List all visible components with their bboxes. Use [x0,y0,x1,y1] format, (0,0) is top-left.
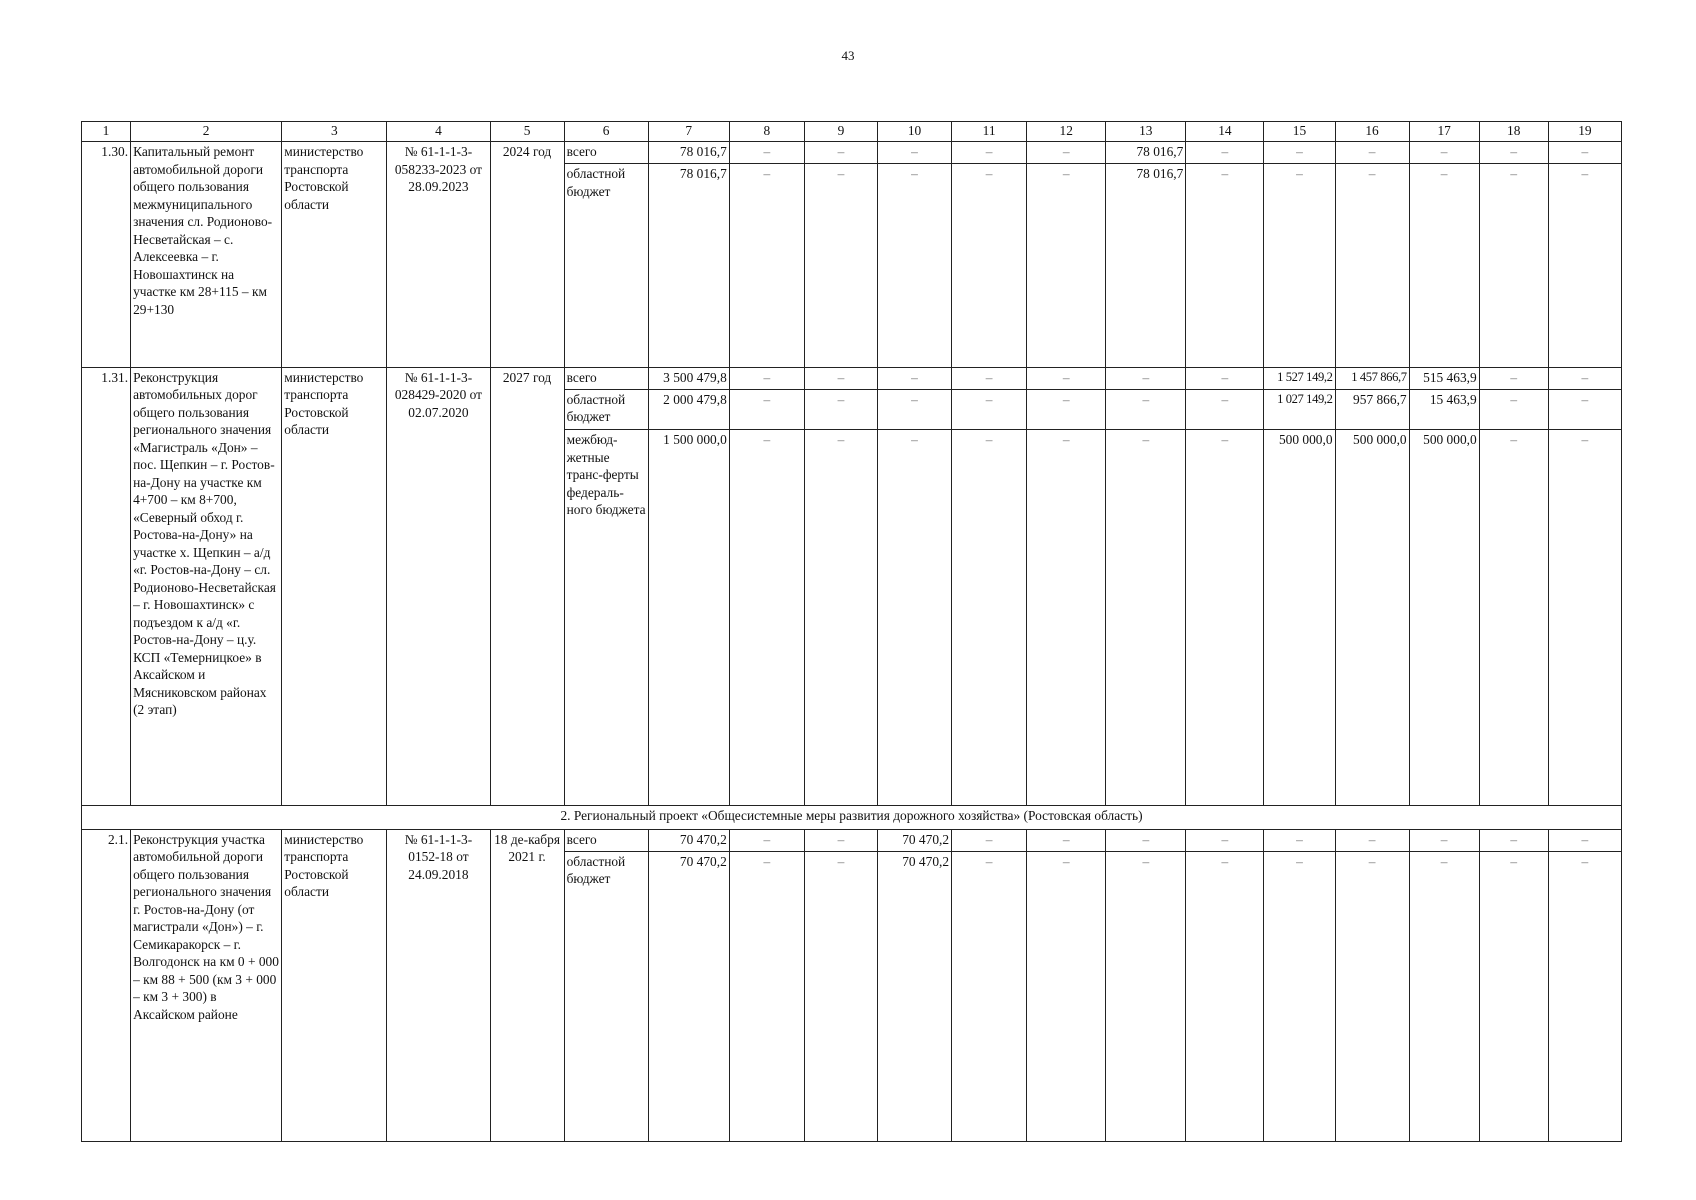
doc-number: № 61-1-1-3-028429-2020 от 02.07.2020 [387,367,490,806]
value-cell: 78 016,7 [1106,164,1186,367]
empty-cell: – [729,142,804,164]
header-cell: 17 [1409,122,1479,142]
deadline: 2024 год [490,142,564,367]
row-number: 2.1. [82,829,131,1141]
object-name: Реконструкция автомобильных дорог общего пользования регионального значения «Магистраль «Дон» – пос. Щепкин – г. Ростов-на-Дону на участке км 4+700 – км 8+700, «Северный обход г. Ростова-на-Дону» на участке х. Щепкин – а/д «г. Ростов-на-Дону – сл. Родионово-Несветайская – г. Новошахтинск» с подъездом к а/д «г. Ростов-на-Дону – ц.у. КСП «Темерницкое» в Аксайском и Мясниковском районах (2 этап) [131,367,282,806]
empty-cell: – [877,142,951,164]
value-cell: 78 016,7 [648,164,729,367]
empty-cell: – [952,851,1027,1141]
doc-number: № 61-1-1-3-0152-18 от 24.09.2018 [387,829,490,1141]
funding-source: областной бюджет [564,851,648,1141]
value-cell: 70 470,2 [648,851,729,1141]
empty-cell: – [729,851,804,1141]
empty-cell: – [877,430,951,806]
empty-cell: – [804,164,877,367]
header-cell: 19 [1548,122,1621,142]
empty-cell: – [1409,164,1479,367]
empty-cell: – [1186,367,1264,389]
empty-cell: – [952,142,1027,164]
empty-cell: – [1264,851,1335,1141]
empty-cell: – [952,164,1027,367]
empty-cell: – [1264,164,1335,367]
empty-cell: – [804,389,877,429]
object-name: Капитальный ремонт автомобильной дороги общего пользования межмуниципального значения сл. Родионово-Несветайская – с. Алексеевка – г. Новошахтинск на участке км 28+115 – км 29+130 [131,142,282,367]
header-cell: 15 [1264,122,1335,142]
header-cell: 9 [804,122,877,142]
value-cell: 1 500 000,0 [648,430,729,806]
empty-cell: – [804,367,877,389]
empty-cell: – [952,389,1027,429]
empty-cell: – [877,389,951,429]
empty-cell: – [952,829,1027,851]
header-row [82,122,1622,142]
header-cell: 18 [1479,122,1548,142]
empty-cell: – [1479,829,1548,851]
empty-cell: – [1548,851,1621,1141]
empty-cell: – [1479,367,1548,389]
empty-cell: – [1186,164,1264,367]
empty-cell: – [1335,164,1409,367]
section-title: 2. Региональный проект «Общесистемные меры развития дорожного хозяйства» (Ростовская область) [82,806,1622,829]
table-row [82,367,1622,389]
header-cell: 3 [282,122,387,142]
value-cell: 70 470,2 [648,829,729,851]
empty-cell: – [877,367,951,389]
value-cell: 15 463,9 [1409,389,1479,429]
empty-cell: – [1548,430,1621,806]
empty-cell: – [729,829,804,851]
value-cell: 70 470,2 [877,851,951,1141]
agency: министерство транспорта Ростовской области [282,367,387,806]
object-name: Реконструкция участка автомобильной дороги общего пользования регионального значения г. Ростов-на-Дону (от магистрали «Дон») – г. Семикаракорск – г. Волгодонск на км 0 + 000 – км 88 + 500 (км 3 + 000 – км 3 + 300) в Аксайском районе [131,829,282,1141]
header-cell: 13 [1106,122,1186,142]
empty-cell: – [1264,142,1335,164]
empty-cell: – [1548,164,1621,367]
header-cell: 1 [82,122,131,142]
empty-cell: – [1027,389,1106,429]
funding-source: всего [564,142,648,164]
value-cell: 515 463,9 [1409,367,1479,389]
value-cell: 3 500 479,8 [648,367,729,389]
section-row [82,806,1622,829]
value-cell: 1 457 866,7 [1335,367,1409,389]
value-cell: 1 527 149,2 [1264,367,1335,389]
empty-cell: – [729,430,804,806]
deadline: 2027 год [490,367,564,806]
value-cell: 70 470,2 [877,829,951,851]
empty-cell: – [1409,851,1479,1141]
value-cell: 500 000,0 [1264,430,1335,806]
header-cell: 6 [564,122,648,142]
empty-cell: – [1027,164,1106,367]
empty-cell: – [1335,829,1409,851]
value-cell: 78 016,7 [648,142,729,164]
row-number: 1.31. [82,367,131,806]
value-cell: 500 000,0 [1409,430,1479,806]
empty-cell: – [1106,430,1186,806]
empty-cell: – [1548,829,1621,851]
row-number: 1.30. [82,142,131,367]
empty-cell: – [1548,367,1621,389]
funding-source: межбюд-жетные транс-ферты федераль-ного бюджета [564,430,648,806]
value-cell: 1 027 149,2 [1264,389,1335,429]
value-cell: 78 016,7 [1106,142,1186,164]
empty-cell: – [1479,430,1548,806]
funding-source: всего [564,829,648,851]
empty-cell: – [1106,367,1186,389]
empty-cell: – [1479,851,1548,1141]
deadline: 18 де-кабря 2021 г. [490,829,564,1141]
header-cell: 16 [1335,122,1409,142]
header-cell: 5 [490,122,564,142]
empty-cell: – [1335,142,1409,164]
header-cell: 11 [952,122,1027,142]
empty-cell: – [804,430,877,806]
header-cell: 2 [131,122,282,142]
empty-cell: – [1548,389,1621,429]
header-cell: 10 [877,122,951,142]
empty-cell: – [729,389,804,429]
empty-cell: – [1186,389,1264,429]
value-cell: 957 866,7 [1335,389,1409,429]
empty-cell: – [1027,851,1106,1141]
empty-cell: – [1106,389,1186,429]
header-cell: 4 [387,122,490,142]
empty-cell: – [1106,851,1186,1141]
header-cell: 7 [648,122,729,142]
page-number: 43 [841,48,855,63]
empty-cell: – [1479,164,1548,367]
empty-cell: – [1548,142,1621,164]
empty-cell: – [1409,829,1479,851]
agency: министерство транспорта Ростовской области [282,829,387,1141]
empty-cell: – [1027,430,1106,806]
funding-source: областной бюджет [564,164,648,367]
table-row [82,829,1622,851]
empty-cell: – [1264,829,1335,851]
empty-cell: – [1186,829,1264,851]
empty-cell: – [729,164,804,367]
empty-cell: – [1027,829,1106,851]
empty-cell: – [1027,142,1106,164]
empty-cell: – [1106,829,1186,851]
funding-source: областной бюджет [564,389,648,429]
value-cell: 500 000,0 [1335,430,1409,806]
header-cell: 8 [729,122,804,142]
empty-cell: – [1409,142,1479,164]
funding-source: всего [564,367,648,389]
empty-cell: – [804,142,877,164]
empty-cell: – [804,829,877,851]
empty-cell: – [1479,389,1548,429]
empty-cell: – [1479,142,1548,164]
empty-cell: – [952,367,1027,389]
header-cell: 14 [1186,122,1264,142]
empty-cell: – [1027,367,1106,389]
empty-cell: – [1186,142,1264,164]
empty-cell: – [1186,851,1264,1141]
empty-cell: – [952,430,1027,806]
budget-table [81,121,1622,1142]
table-row [82,142,1622,164]
agency: министерство транспорта Ростовской области [282,142,387,367]
header-cell: 12 [1027,122,1106,142]
empty-cell: – [1186,430,1264,806]
empty-cell: – [877,164,951,367]
value-cell: 2 000 479,8 [648,389,729,429]
empty-cell: – [804,851,877,1141]
doc-number: № 61-1-1-3-058233-2023 от 28.09.2023 [387,142,490,367]
empty-cell: – [1335,851,1409,1141]
empty-cell: – [729,367,804,389]
